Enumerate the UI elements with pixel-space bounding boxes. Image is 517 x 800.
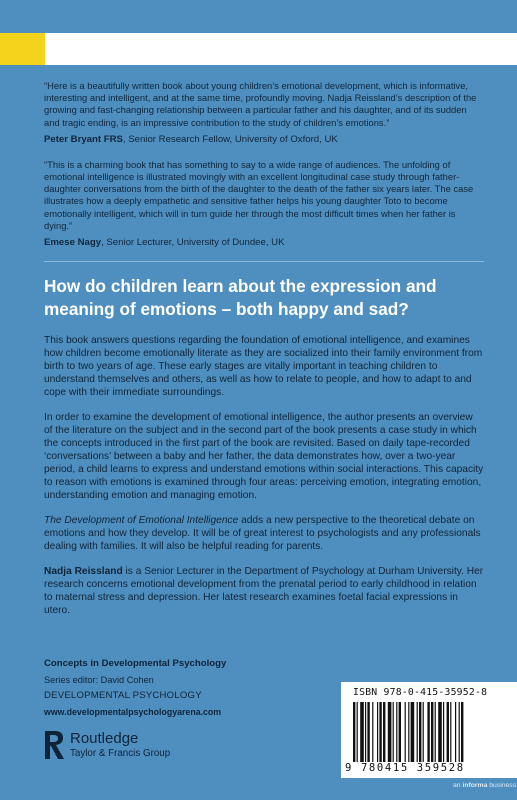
barcode-bar bbox=[383, 702, 385, 762]
barcode-bar bbox=[459, 702, 460, 762]
barcode-bar bbox=[365, 702, 366, 762]
informa-prefix: an bbox=[453, 782, 463, 789]
description-paragraph-1: This book answers questions regarding the foundation of emotional intelligence, and examines how children become emotionally literate as they are socialized into their family environment from birth to two years of age. These early stages are vitally important in teaching children to understand themselves and others, as well as how to relate to people, and how to adapt to and cope with their immediate surroundings. bbox=[44, 335, 483, 399]
barcode-bar bbox=[360, 702, 364, 762]
routledge-logo-icon bbox=[44, 730, 66, 760]
barcode-bar bbox=[353, 702, 355, 762]
paragraph-text: is a Senior Lecturer in the Department of Psychology at Durham University. Her research concerns emotional development from the prenatal period to early childhood in relation to maternal stress and depression. Her latest research examines foetal facial expressions in utero. bbox=[44, 566, 484, 617]
review-quote-1: “Here is a beautifully written book about young children’s emotional development, which is informative, interesting and intelligent, and at the same time, profoundly moving. Nadja Reissland’s description of the growing and fast-changing relationship between a particular father and his daughter, and of its sudden and tragic ending, is an impressive contribution to the study of children’s emotions.” bbox=[44, 80, 477, 128]
publisher-name: Routledge bbox=[70, 730, 139, 747]
header-bar bbox=[45, 33, 517, 65]
review-quote-2: “This is a charming book that has something to say to a wide range of audiences. The unfolding of emotional intelligence is illustrated movingly with an excellent longitudinal case study through father-daughter conversations from the birth of the daughter to the death of the father six years later. The case illustrates how a deeply empathetic and sensitive father helps his young daughter Toto to become emotionally intelligent, which will in turn guide her through the most difficult times when her father is dying.” bbox=[44, 158, 474, 231]
series-info bbox=[44, 658, 324, 718]
headline: How do children learn about the expression and meaning of emotions – both happy and sad? bbox=[44, 276, 437, 320]
barcode-bar bbox=[367, 702, 369, 762]
reviewer-1 bbox=[44, 134, 484, 146]
series-editor: Series editor: David Cohen bbox=[44, 675, 154, 685]
barcode-bar bbox=[447, 702, 449, 762]
description-paragraph-2: In order to examine the development of emotional intelligence, the author presents an overview of the literature on the subject and in the second part of the book presents a case study in which the concepts introduced in the first part of the book are revisited. Based on daily tape-recorded ‘conversations’ between a baby and her father, the data demonstrates how, over a two-year period, a child learns to express and understand emotions within social interactions. This capacity to reason with emotions is examined through four areas: perceiving emotion, integrating emotion, understanding emotion and managing emotion. bbox=[44, 412, 484, 502]
barcode-bar bbox=[417, 702, 418, 762]
barcode-bar bbox=[419, 702, 421, 762]
barcode-bars bbox=[353, 702, 505, 762]
series-website[interactable]: www.developmentalpsychologyarena.com bbox=[44, 707, 222, 717]
barcode-bar bbox=[450, 702, 451, 762]
description-paragraph-3 bbox=[44, 514, 484, 553]
publisher-logo bbox=[44, 730, 244, 760]
barcode-bar bbox=[427, 702, 429, 762]
barcode-bar bbox=[379, 702, 381, 762]
barcode-bar bbox=[357, 702, 358, 762]
barcode-bar bbox=[443, 702, 444, 762]
back-cover-content bbox=[44, 80, 484, 617]
reviewer-name: Emese Nagy bbox=[44, 237, 102, 249]
barcode-bar bbox=[372, 702, 373, 762]
barcode-bar bbox=[408, 702, 409, 762]
informa-suffix: business bbox=[487, 782, 517, 789]
accent-block bbox=[0, 33, 45, 65]
isbn-digits: 9 780415 359528 bbox=[345, 762, 465, 774]
barcode-bar bbox=[393, 702, 394, 762]
section-divider bbox=[44, 261, 484, 262]
barcode-bar bbox=[455, 702, 456, 762]
barcode-bar bbox=[438, 702, 442, 762]
barcode-bar bbox=[461, 702, 463, 762]
barcode-bar bbox=[396, 702, 397, 762]
informa-brand: informa bbox=[462, 782, 488, 789]
barcode-bar bbox=[388, 702, 392, 762]
informa-business bbox=[453, 782, 516, 789]
author-name: Nadja Reissland bbox=[44, 566, 123, 578]
reviewer-2 bbox=[44, 237, 484, 249]
barcode-bar bbox=[431, 702, 433, 762]
reviewer-affiliation: , Senior Lecturer, University of Dundee, UK bbox=[101, 237, 285, 249]
isbn-barcode bbox=[341, 682, 517, 778]
barcode-bar bbox=[411, 702, 415, 762]
book-title: The Development of Emotional Intelligence bbox=[44, 515, 239, 527]
publisher-group: Taylor & Francis Group bbox=[70, 748, 171, 759]
reviewer-name: Peter Bryant FRS bbox=[44, 133, 123, 145]
paragraph-text: adds a new perspective to the theoretical debate on emotions and how they develop. It will be of great interest to psychologists and any professionals dealing with families. It will also be helpful reading for parents. bbox=[44, 515, 481, 553]
barcode-bar bbox=[405, 702, 406, 762]
series-title: Concepts in Developmental Psychology bbox=[44, 658, 227, 669]
barcode-bar bbox=[435, 702, 436, 762]
reviewer-affiliation: , Senior Research Fellow, University of Oxford, UK bbox=[122, 133, 338, 145]
barcode-bar bbox=[423, 702, 424, 762]
barcode-bar bbox=[377, 702, 378, 762]
author-bio bbox=[44, 565, 484, 617]
barcode-bar bbox=[399, 702, 401, 762]
isbn-label: ISBN 978-0-415-35952-8 bbox=[353, 687, 488, 698]
subject-category: DEVELOPMENTAL PSYCHOLOGY bbox=[44, 690, 202, 701]
